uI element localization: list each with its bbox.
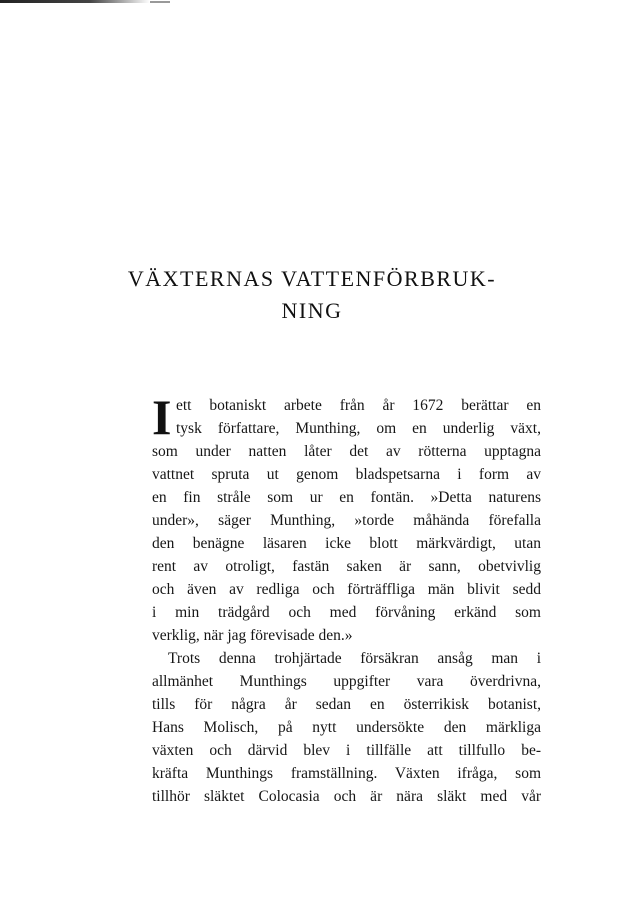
text-line: växten och därvid blev i tillfälle att tillfullo be-: [152, 742, 541, 759]
text-line: och även av redliga och förträffliga män blivit sedd: [152, 581, 541, 598]
scan-edge-mark-2: [150, 1, 170, 3]
text-line: i min trädgård och med förvåning erkänd som: [152, 604, 541, 621]
text-line: tills för några år sedan en österrikisk botanist,: [152, 696, 541, 713]
body-text: [152, 389, 541, 808]
text-line: Trots denna trohjärtade försäkran ansåg man i: [168, 650, 541, 667]
drop-cap: I: [152, 389, 172, 445]
text-line: tillhör släktet Colocasia och är nära släkt med vår: [152, 788, 541, 805]
text-line: Hans Molisch, på nytt undersökte den märkliga: [152, 719, 541, 736]
text-line: ett botaniskt arbete från år 1672 berättar en: [176, 397, 541, 414]
text-line: rent av otroligt, fastän saken är sann, obetvivlig: [152, 558, 541, 575]
text-line: en fin stråle som ur en fontän. »Detta naturens: [152, 489, 541, 506]
text-line: allmänhet Munthings uppgifter vara överdrivna,: [152, 673, 541, 690]
text-line: tysk författare, Munthing, om en underlig växt,: [176, 420, 541, 437]
scan-edge-mark: [0, 0, 150, 3]
chapter-title-line-1: VÄXTERNAS VATTENFÖRBRUK-: [127, 266, 497, 291]
text-line: verklig, när jag förevisade den.»: [152, 627, 353, 644]
text-line: den benägne läsaren icke blott märkvärdigt, utan: [152, 535, 541, 552]
text-line: kräfta Munthings framställning. Växten ifråga, som: [152, 765, 541, 782]
chapter-title-line-2: NING: [281, 298, 343, 323]
text-line: som under natten låter det av rötterna upptagna: [152, 443, 541, 460]
text-line: vattnet spruta ut genom bladspetsarna i form av: [152, 466, 541, 483]
text-line: under», säger Munthing, »torde måhända förefalla: [152, 512, 541, 529]
